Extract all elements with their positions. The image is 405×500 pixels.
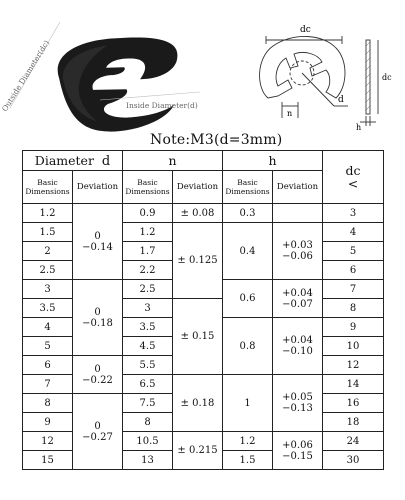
h-deviation-cell: +0.04 −0.07 [273,280,323,318]
n-deviation-cell: ± 0.125 [173,223,223,299]
n-deviation-cell: ± 0.08 [173,204,223,223]
n-deviation-header: Deviation [173,171,223,204]
dim-dc-side: dc [382,73,392,82]
dc-cell: 18 [323,413,384,432]
table-row [23,204,384,223]
d-basic-cell: 12 [23,432,73,451]
note-text: Note:M3(d=3mm) [150,132,283,148]
dc-cell: 8 [323,299,384,318]
dim-d: d [338,95,344,105]
dim-n: n [287,109,293,118]
inside-diameter-label: Inside Diameter(d) [126,101,198,110]
diameter-header: Diameter d [23,151,123,171]
product-figure-area [0,0,405,145]
n-basic-cell: 3 [123,299,173,318]
h-basic-header: Basic Dimensions [223,171,273,204]
h-basic-cell: 0.8 [223,318,273,375]
technical-drawing [238,18,398,140]
n-basic-cell: 1.2 [123,223,173,242]
d-basic-cell: 7 [23,375,73,394]
d-basic-cell: 1.5 [23,223,73,242]
table-body [23,204,384,470]
h-deviation-cell: +0.06 −0.15 [273,432,323,470]
n-basic-cell: 5.5 [123,356,173,375]
e-clip-photo [0,0,240,145]
h-basic-cell: 1.2 [223,432,273,451]
n-basic-cell: 0.9 [123,204,173,223]
d-basic-cell: 8 [23,394,73,413]
d-deviation-header: Deviation [73,171,123,204]
dc-cell: 3 [323,204,384,223]
n-basic-cell: 10.5 [123,432,173,451]
outside-diameter-label: Outside Diameter(dc) [0,38,52,114]
d-basic-cell: 6 [23,356,73,375]
h-basic-cell: 1.5 [223,451,273,470]
dc-cell: 6 [323,261,384,280]
n-basic-cell: 1.7 [123,242,173,261]
d-basic-header: Basic Dimensions [23,171,73,204]
n-deviation-cell: ± 0.215 [173,432,223,470]
h-basic-cell: 1 [223,375,273,432]
d-deviation-cell: 0 −0.14 [73,204,123,280]
h-basic-cell: 0.6 [223,280,273,318]
dc-cell: 16 [323,394,384,413]
dc-cell: 5 [323,242,384,261]
dim-dc: dc [300,25,311,35]
d-basic-cell: 2.5 [23,261,73,280]
n-basic-cell: 6.5 [123,375,173,394]
d-basic-cell: 2 [23,242,73,261]
dimension-table [22,150,384,470]
d-deviation-cell: 0 −0.18 [73,280,123,356]
h-deviation-cell [273,204,323,223]
d-basic-cell: 1.2 [23,204,73,223]
d-basic-cell: 4 [23,318,73,337]
dc-cell: 12 [323,356,384,375]
dc-cell: 14 [323,375,384,394]
h-deviation-header: Deviation [273,171,323,204]
header-row-1 [23,151,384,171]
n-header: n [123,151,223,171]
n-basic-cell: 2.2 [123,261,173,280]
h-deviation-cell: +0.05 −0.13 [273,375,323,432]
d-basic-cell: 5 [23,337,73,356]
dc-header: dc < [323,151,384,204]
h-basic-cell: 0.3 [223,204,273,223]
n-basic-cell: 13 [123,451,173,470]
dim-h: h [356,123,362,132]
dc-cell: 10 [323,337,384,356]
h-deviation-cell: +0.03 −0.06 [273,223,323,280]
d-basic-cell: 3 [23,280,73,299]
n-basic-cell: 4.5 [123,337,173,356]
e-clip-outline [260,36,345,98]
dc-cell: 30 [323,451,384,470]
n-basic-cell: 7.5 [123,394,173,413]
d-deviation-cell: 0 −0.27 [73,394,123,470]
n-basic-cell: 8 [123,413,173,432]
d-basic-cell: 9 [23,413,73,432]
d-basic-cell: 3.5 [23,299,73,318]
n-deviation-cell: ± 0.15 [173,299,223,375]
h-basic-cell: 0.4 [223,223,273,280]
n-basic-header: Basic Dimensions [123,171,173,204]
h-header: h [223,151,323,171]
d-basic-cell: 15 [23,451,73,470]
dc-cell: 24 [323,432,384,451]
n-basic-cell: 2.5 [123,280,173,299]
dc-cell: 4 [323,223,384,242]
dc-cell: 7 [323,280,384,299]
h-deviation-cell: +0.04 −0.10 [273,318,323,375]
n-basic-cell: 3.5 [123,318,173,337]
n-deviation-cell: ± 0.18 [173,375,223,432]
dc-cell: 9 [323,318,384,337]
d-deviation-cell: 0 −0.22 [73,356,123,394]
